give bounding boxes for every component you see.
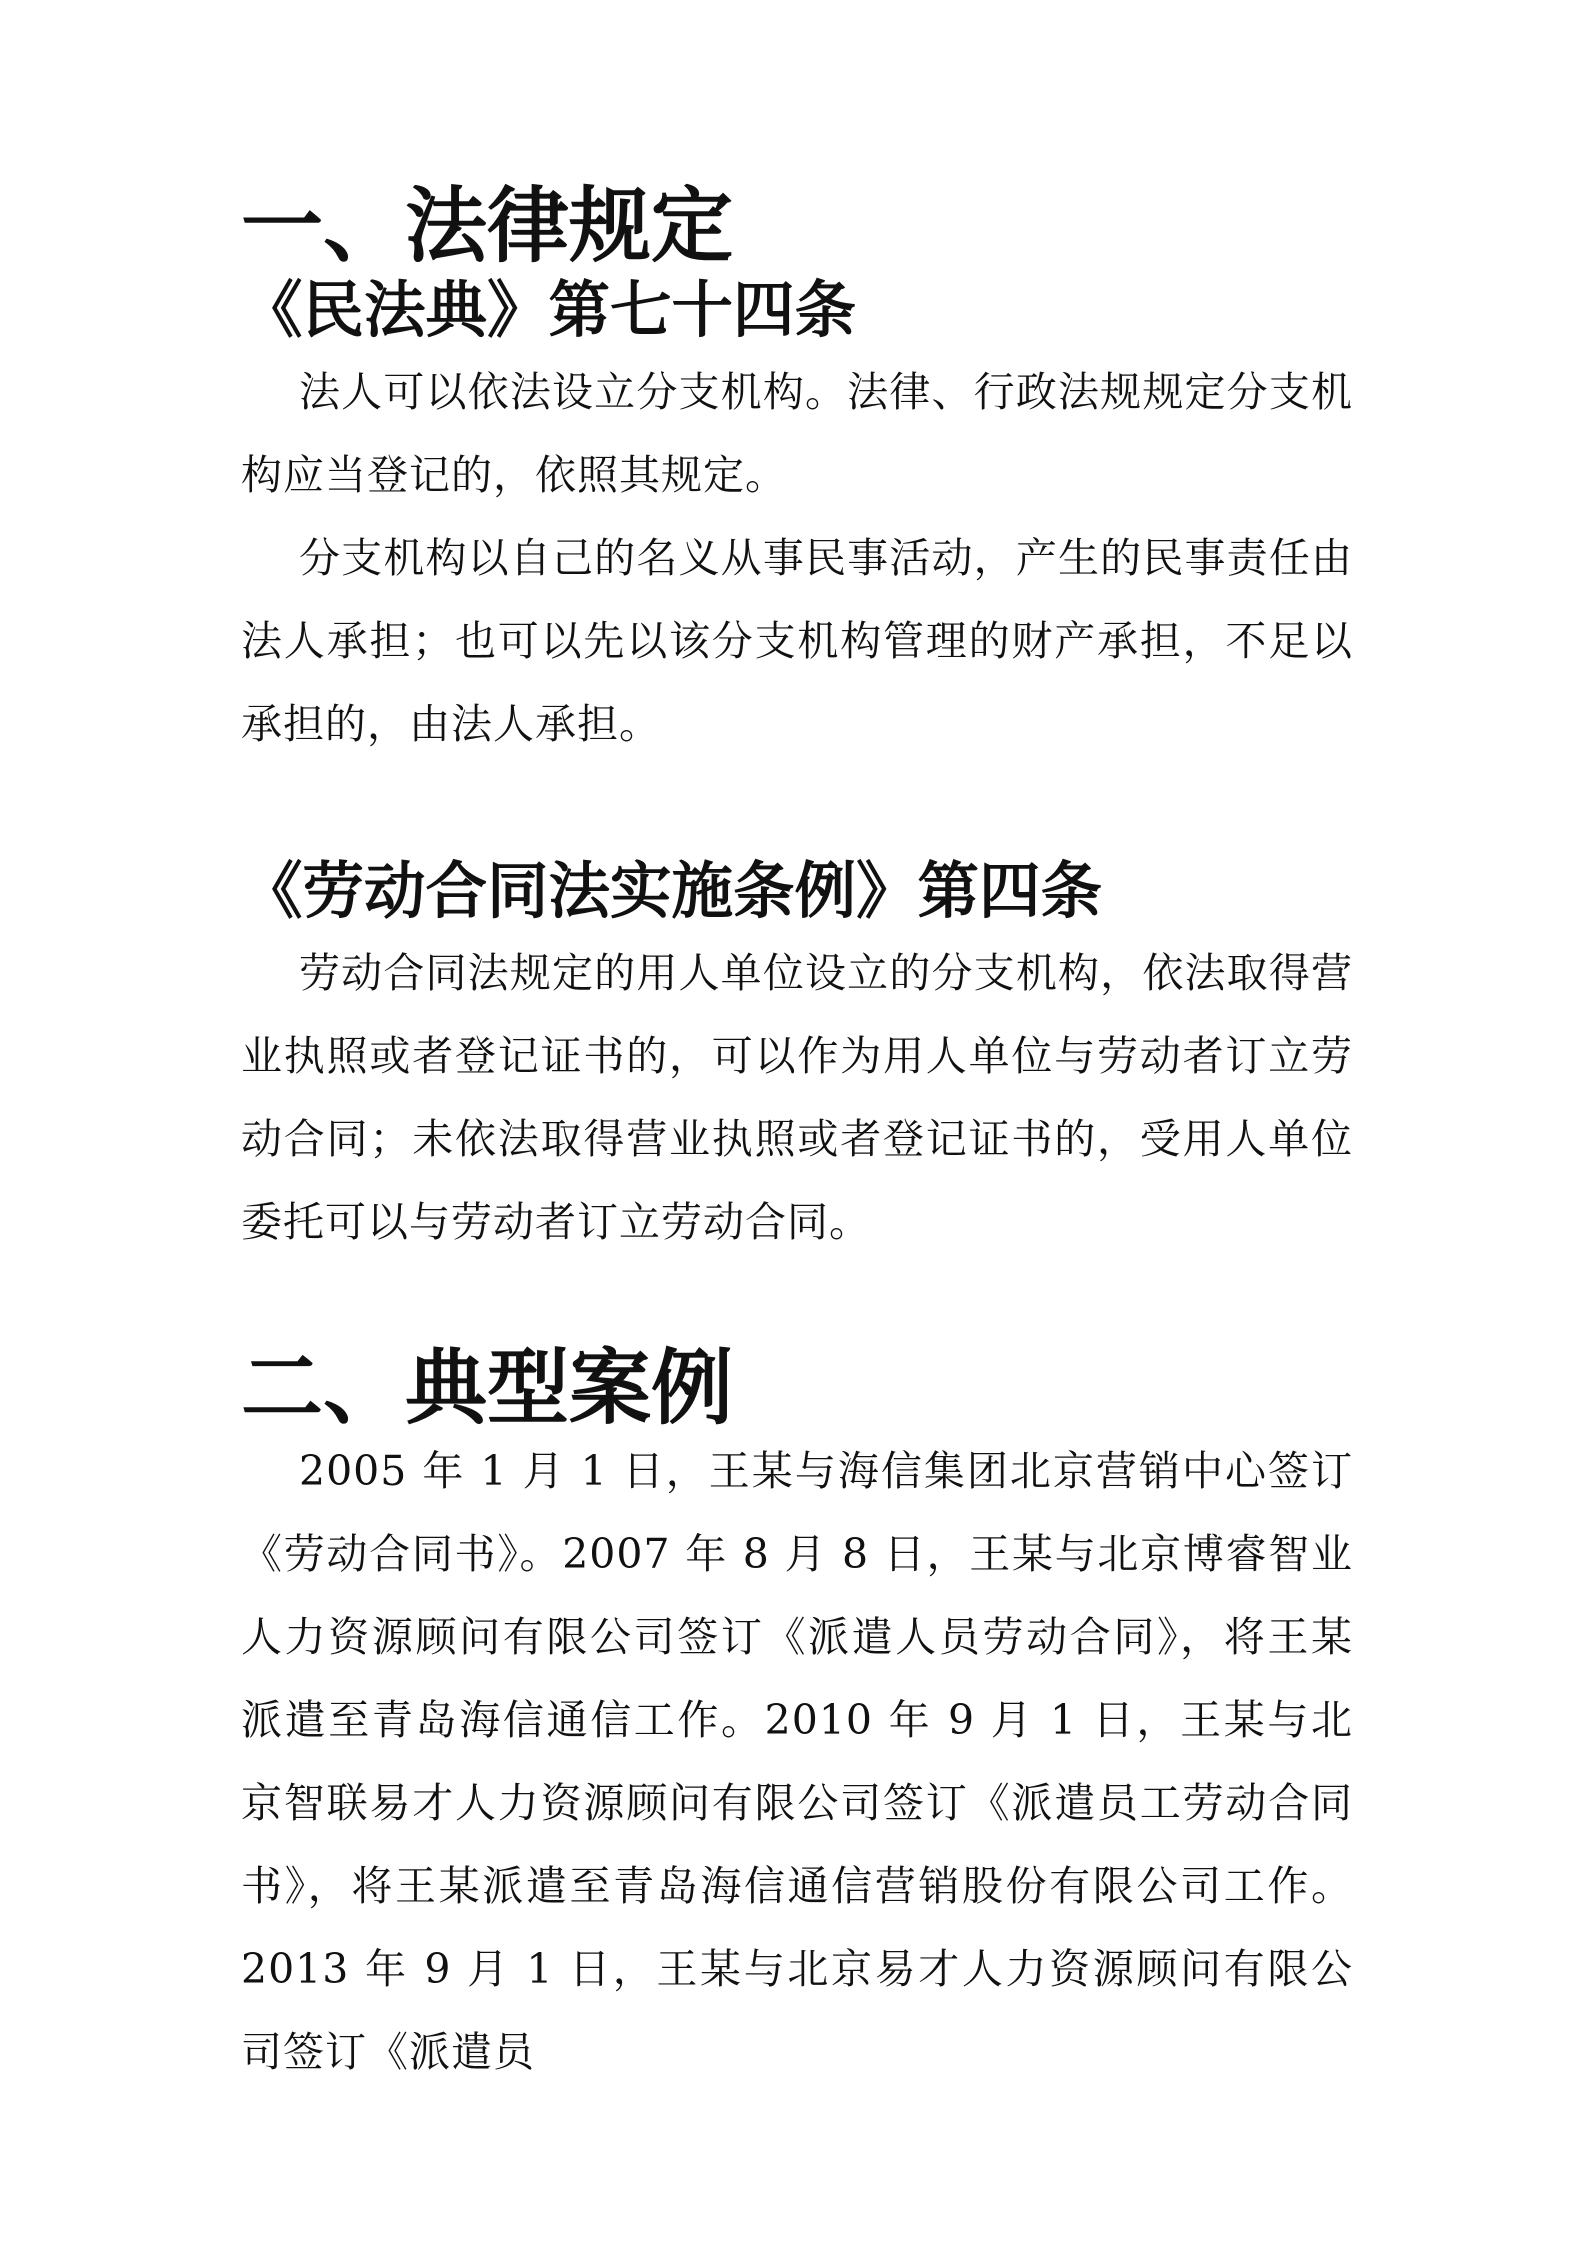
paragraph-spacer [241,1264,1353,1347]
article-title-labor-contract-regulation: 《劳动合同法实施条例》第四条 [241,854,1103,927]
section-heading-typical-cases: 二、典型案例 [241,1340,734,1436]
article-paragraph: 分支机构以自己的名义从事民事活动，产生的民事责任由法人承担；也可以先以该分支机构管理的财产承担，不足以承担的，由法人承担。 [241,534,1353,748]
section-heading-legal-provisions: 一、法律规定 [241,178,734,274]
article-paragraph: 劳动合同法规定的用人单位设立的分支机构，依法取得营业执照或者登记证书的，可以作为用人单位与劳动者订立劳动合同；未依法取得营业执照或者登记证书的，受用人单位委托可以与劳动者订立劳动合同。 [241,949,1353,1246]
article-paragraph: 法人可以依法设立分支机构。法律、行政法规规定分支机构应当登记的，依照其规定。 [241,368,1353,499]
paragraph-spacer [241,766,1353,849]
case-paragraph: 2005 年 1 月 1 日，王某与海信集团北京营销中心签订《劳动合同书》。2007 年 8 月 8 日，王某与北京博睿智业人力资源顾问有限公司签订《派遣人员劳动合同》，将王某派遣至青岛海信通信工作。2010 年 9 月 1 日，王某与北京智联易才人力资源顾问有限公司签订《派遣员工劳动合同书》，将王某派遣至青岛海信通信营销股份有限公司工作。2013 年 9 月 1 日，王某与北京易才人力资源顾问有限公司签订《派遣员 [241,1447,1353,2076]
document-body [241,178,1353,2094]
article-title-civil-code: 《民法典》第七十四条 [241,273,857,346]
